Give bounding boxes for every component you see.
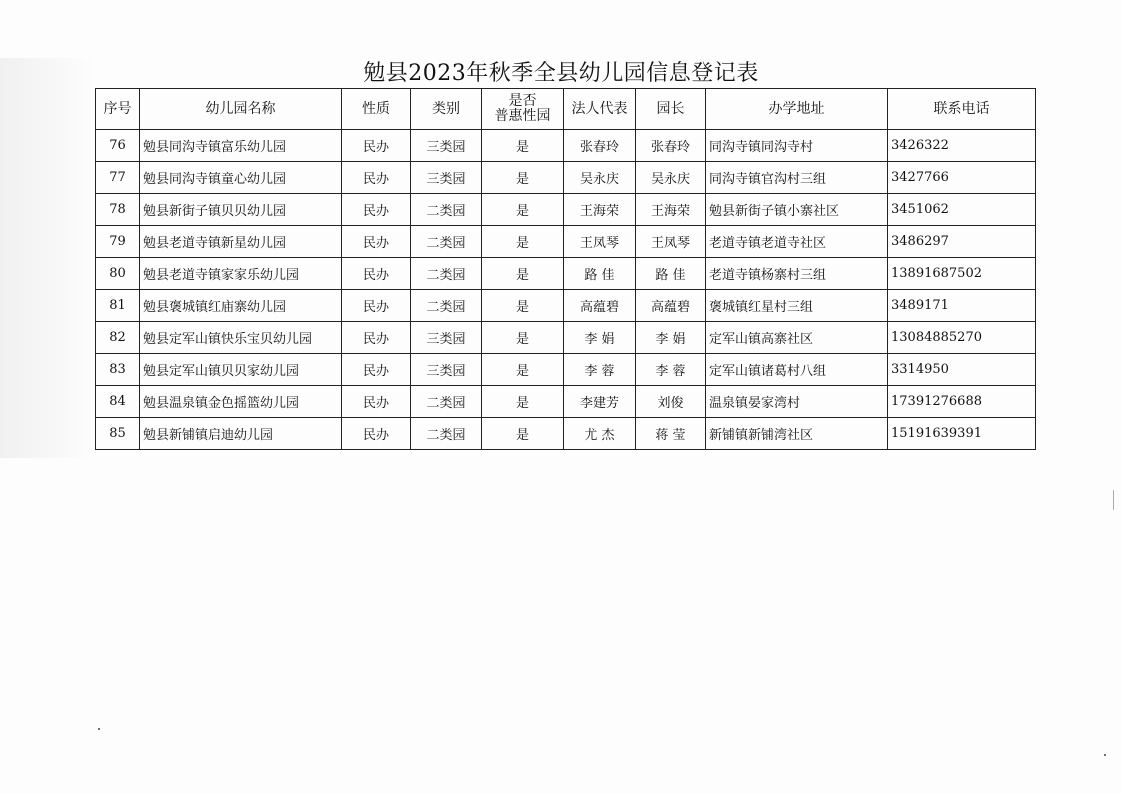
cell-phone: 17391276688 xyxy=(888,386,1036,418)
cell-principal: 路 佳 xyxy=(636,258,706,290)
document-title: 勉县2023年秋季全县幼儿园信息登记表 xyxy=(363,61,759,86)
table-row xyxy=(96,290,1036,322)
cell-inclusive: 是 xyxy=(482,226,564,258)
registration-table xyxy=(95,88,1036,450)
cell-principal: 刘俊 xyxy=(636,386,706,418)
table-row xyxy=(96,418,1036,450)
cell-legal-rep: 吴永庆 xyxy=(564,162,636,194)
cell-inclusive: 是 xyxy=(482,386,564,418)
table-row xyxy=(96,226,1036,258)
cell-address: 定军山镇高寨社区 xyxy=(706,322,888,354)
cell-name: 勉县定军山镇快乐宝贝幼儿园 xyxy=(140,322,342,354)
cell-legal-rep: 王海荣 xyxy=(564,194,636,226)
cell-inclusive: 是 xyxy=(482,258,564,290)
cell-principal: 李 娟 xyxy=(636,322,706,354)
cell-principal: 张春玲 xyxy=(636,130,706,162)
cell-no: 78 xyxy=(96,194,140,226)
header-nature: 性质 xyxy=(342,89,411,130)
cell-address: 老道寺镇杨寨村三组 xyxy=(706,258,888,290)
header-phone: 联系电话 xyxy=(888,89,1036,130)
scan-shadow xyxy=(0,58,96,458)
cell-principal: 李 蓉 xyxy=(636,354,706,386)
cell-address: 温泉镇晏家湾村 xyxy=(706,386,888,418)
cell-legal-rep: 高蕴碧 xyxy=(564,290,636,322)
cell-no: 80 xyxy=(96,258,140,290)
cell-category: 二类园 xyxy=(411,258,482,290)
cell-address: 老道寺镇老道寺社区 xyxy=(706,226,888,258)
cell-category: 二类园 xyxy=(411,418,482,450)
cell-no: 79 xyxy=(96,226,140,258)
table-header-row xyxy=(96,89,1036,130)
cell-phone: 13891687502 xyxy=(888,258,1036,290)
cell-no: 76 xyxy=(96,130,140,162)
cell-nature: 民办 xyxy=(342,418,411,450)
scan-speck xyxy=(1104,754,1106,756)
cell-legal-rep: 王凤琴 xyxy=(564,226,636,258)
cell-category: 三类园 xyxy=(411,162,482,194)
cell-name: 勉县老道寺镇家家乐幼儿园 xyxy=(140,258,342,290)
cell-nature: 民办 xyxy=(342,322,411,354)
table-row xyxy=(96,130,1036,162)
table-row xyxy=(96,354,1036,386)
cell-name: 勉县定军山镇贝贝家幼儿园 xyxy=(140,354,342,386)
cell-principal: 王凤琴 xyxy=(636,226,706,258)
cell-no: 83 xyxy=(96,354,140,386)
cell-nature: 民办 xyxy=(342,194,411,226)
cell-address: 同沟寺镇官沟村三组 xyxy=(706,162,888,194)
cell-legal-rep: 路 佳 xyxy=(564,258,636,290)
header-principal: 园长 xyxy=(636,89,706,130)
cell-category: 二类园 xyxy=(411,290,482,322)
header-legal-rep: 法人代表 xyxy=(564,89,636,130)
cell-name: 勉县新铺镇启迪幼儿园 xyxy=(140,418,342,450)
cell-address: 定军山镇诸葛村八组 xyxy=(706,354,888,386)
cell-name: 勉县新街子镇贝贝幼儿园 xyxy=(140,194,342,226)
cell-principal: 吴永庆 xyxy=(636,162,706,194)
scan-speck xyxy=(98,728,100,730)
cell-name: 勉县温泉镇金色摇篮幼儿园 xyxy=(140,386,342,418)
cell-address: 褒城镇红星村三组 xyxy=(706,290,888,322)
table-row xyxy=(96,386,1036,418)
cell-legal-rep: 李 蓉 xyxy=(564,354,636,386)
cell-inclusive: 是 xyxy=(482,194,564,226)
table-row xyxy=(96,258,1036,290)
cell-inclusive: 是 xyxy=(482,418,564,450)
cell-legal-rep: 李 娟 xyxy=(564,322,636,354)
cell-address: 同沟寺镇同沟寺村 xyxy=(706,130,888,162)
header-name: 幼儿园名称 xyxy=(140,89,342,130)
cell-inclusive: 是 xyxy=(482,130,564,162)
cell-nature: 民办 xyxy=(342,354,411,386)
cell-legal-rep: 李建芳 xyxy=(564,386,636,418)
cell-nature: 民办 xyxy=(342,130,411,162)
cell-phone: 15191639391 xyxy=(888,418,1036,450)
header-category: 类别 xyxy=(411,89,482,130)
cell-nature: 民办 xyxy=(342,226,411,258)
cell-name: 勉县老道寺镇新星幼儿园 xyxy=(140,226,342,258)
cell-principal: 王海荣 xyxy=(636,194,706,226)
cell-nature: 民办 xyxy=(342,290,411,322)
cell-category: 二类园 xyxy=(411,226,482,258)
cell-category: 三类园 xyxy=(411,130,482,162)
cell-no: 77 xyxy=(96,162,140,194)
cell-phone: 3426322 xyxy=(888,130,1036,162)
cell-address: 勉县新街子镇小寨社区 xyxy=(706,194,888,226)
cell-no: 82 xyxy=(96,322,140,354)
cell-phone: 3451062 xyxy=(888,194,1036,226)
cell-legal-rep: 尤 杰 xyxy=(564,418,636,450)
cell-no: 84 xyxy=(96,386,140,418)
cell-phone: 3489171 xyxy=(888,290,1036,322)
table-row xyxy=(96,162,1036,194)
cell-name: 勉县褒城镇红庙寨幼儿园 xyxy=(140,290,342,322)
cell-principal: 蒋 莹 xyxy=(636,418,706,450)
cell-name: 勉县同沟寺镇富乐幼儿园 xyxy=(140,130,342,162)
header-inclusive: 是否 普惠性园 xyxy=(482,89,564,130)
cell-phone: 13084885270 xyxy=(888,322,1036,354)
cell-principal: 高蕴碧 xyxy=(636,290,706,322)
cell-nature: 民办 xyxy=(342,386,411,418)
cell-phone: 3314950 xyxy=(888,354,1036,386)
cell-nature: 民办 xyxy=(342,162,411,194)
cell-phone: 3486297 xyxy=(888,226,1036,258)
cell-inclusive: 是 xyxy=(482,162,564,194)
table-row xyxy=(96,322,1036,354)
cell-legal-rep: 张春玲 xyxy=(564,130,636,162)
cell-inclusive: 是 xyxy=(482,354,564,386)
cell-inclusive: 是 xyxy=(482,290,564,322)
cell-inclusive: 是 xyxy=(482,322,564,354)
cell-no: 81 xyxy=(96,290,140,322)
cell-address: 新铺镇新铺湾社区 xyxy=(706,418,888,450)
table-row xyxy=(96,194,1036,226)
scan-speck xyxy=(1113,490,1114,510)
header-no: 序号 xyxy=(96,89,140,130)
header-address: 办学地址 xyxy=(706,89,888,130)
cell-no: 85 xyxy=(96,418,140,450)
cell-category: 二类园 xyxy=(411,386,482,418)
cell-nature: 民办 xyxy=(342,258,411,290)
cell-category: 二类园 xyxy=(411,194,482,226)
table-body xyxy=(96,130,1036,450)
cell-category: 三类园 xyxy=(411,322,482,354)
cell-category: 三类园 xyxy=(411,354,482,386)
cell-name: 勉县同沟寺镇童心幼儿园 xyxy=(140,162,342,194)
cell-phone: 3427766 xyxy=(888,162,1036,194)
